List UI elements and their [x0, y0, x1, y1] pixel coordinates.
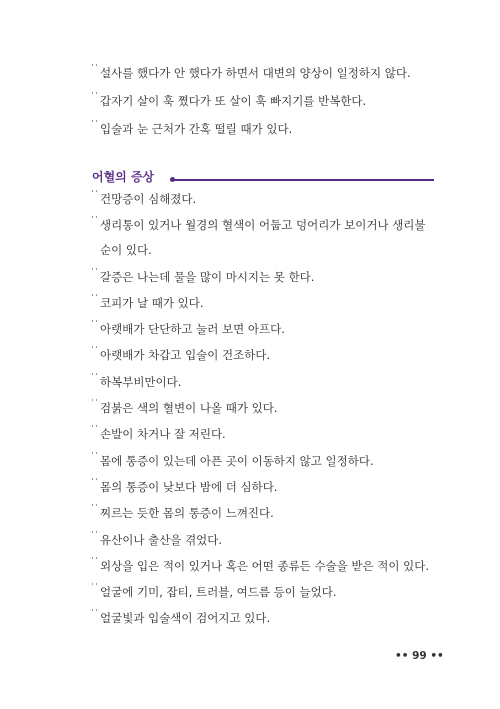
- list-item: [92, 610, 442, 626]
- item-text: 생리통이 있거나 월경의 혈색이 어둡고 덩어리가 보이거나 생리불: [100, 218, 426, 233]
- item-text: 외상을 입은 적이 있거나 혹은 어떤 종류든 수술을 받은 적이 있다.: [100, 558, 430, 573]
- list-item: [92, 217, 442, 258]
- list-item: [92, 453, 442, 469]
- bullet-icon: ˙˙: [90, 425, 98, 437]
- list-item: [92, 121, 442, 137]
- bullet-icon: ˙˙: [90, 372, 98, 384]
- item-text: 손발이 차거나 잘 저린다.: [100, 427, 226, 442]
- list-item: [92, 93, 442, 109]
- item-text: 입술과 눈 근처가 간혹 떨릴 때가 있다.: [100, 122, 293, 136]
- item-text: 검붉은 색의 혈변이 나올 때가 있다.: [100, 401, 278, 416]
- list-item: [92, 532, 442, 548]
- item-text-continued: 순이 있다.: [100, 243, 152, 258]
- item-text: 얼굴빛과 입술색이 검어지고 있다.: [100, 611, 271, 626]
- bullet-icon: ˙˙: [90, 267, 98, 279]
- bullet-icon: ˙˙: [90, 120, 98, 131]
- list-item: [92, 479, 442, 495]
- bullet-icon: ˙˙: [90, 477, 98, 489]
- list-item: [92, 65, 442, 81]
- bullet-icon: ˙˙: [90, 399, 98, 411]
- item-text: 아랫배가 차갑고 입술이 건조하다.: [100, 348, 271, 363]
- bullet-icon: ˙˙: [90, 320, 98, 332]
- item-text: 설사를 했다가 안 했다가 하면서 대변의 양상이 일정하지 않다.: [100, 66, 411, 80]
- list-item: [92, 269, 442, 285]
- bullet-icon: ˙˙: [90, 64, 98, 75]
- list-item: [92, 374, 442, 390]
- item-text: 갈증은 나는데 물을 많이 마시지는 못 한다.: [100, 269, 315, 284]
- item-text: 유산이나 출산을 겪었다.: [100, 532, 223, 547]
- bullet-icon: ˙˙: [90, 530, 98, 542]
- bullet-icon: ˙˙: [90, 504, 98, 516]
- bullet-icon: ˙˙: [90, 346, 98, 358]
- list-item: [92, 558, 442, 574]
- section-title: 어혈의 증상: [92, 170, 155, 184]
- list-item: [92, 321, 442, 337]
- item-text: 얼굴에 기미, 잡티, 트러블, 여드름 등이 늘었다.: [100, 585, 337, 600]
- page-number: •• 99 ••: [395, 650, 444, 662]
- item-text: 몸의 통증이 낮보다 밤에 더 심하다.: [100, 479, 278, 494]
- bullet-icon: ˙˙: [90, 293, 98, 305]
- list-item: [92, 505, 442, 521]
- symptom-list: [92, 191, 442, 637]
- bullet-icon: ˙˙: [90, 451, 98, 463]
- top-list: [92, 65, 442, 137]
- item-text: 코피가 날 때가 있다.: [100, 295, 204, 310]
- bullet-icon: ˙˙: [90, 609, 98, 621]
- item-text: 건망증이 심해졌다.: [100, 192, 197, 206]
- list-item: [92, 400, 442, 416]
- item-text: 찌르는 듯한 몸의 통증이 느껴진다.: [100, 506, 274, 521]
- heading-rule: [174, 179, 434, 181]
- bullet-icon: ˙˙: [90, 190, 98, 201]
- list-item: [92, 295, 442, 311]
- list-item: [92, 191, 442, 207]
- bullet-icon: ˙˙: [90, 556, 98, 568]
- list-item: [92, 347, 442, 363]
- item-text: 갑자기 살이 훅 쪘다가 또 살이 훅 빠지기를 반복한다.: [100, 94, 367, 108]
- item-text: 아랫배가 단단하고 눌러 보면 아프다.: [100, 322, 285, 337]
- item-text: 하복부비만이다.: [100, 374, 182, 389]
- list-item: [92, 426, 442, 442]
- item-text: 몸에 통증이 있는데 아픈 곳이 이동하지 않고 일정하다.: [100, 453, 374, 468]
- bullet-icon: ˙˙: [90, 216, 98, 228]
- bullet-icon: ˙˙: [90, 583, 98, 595]
- section-heading: [92, 168, 434, 186]
- bullet-icon: ˙˙: [90, 92, 98, 103]
- list-item: [92, 584, 442, 600]
